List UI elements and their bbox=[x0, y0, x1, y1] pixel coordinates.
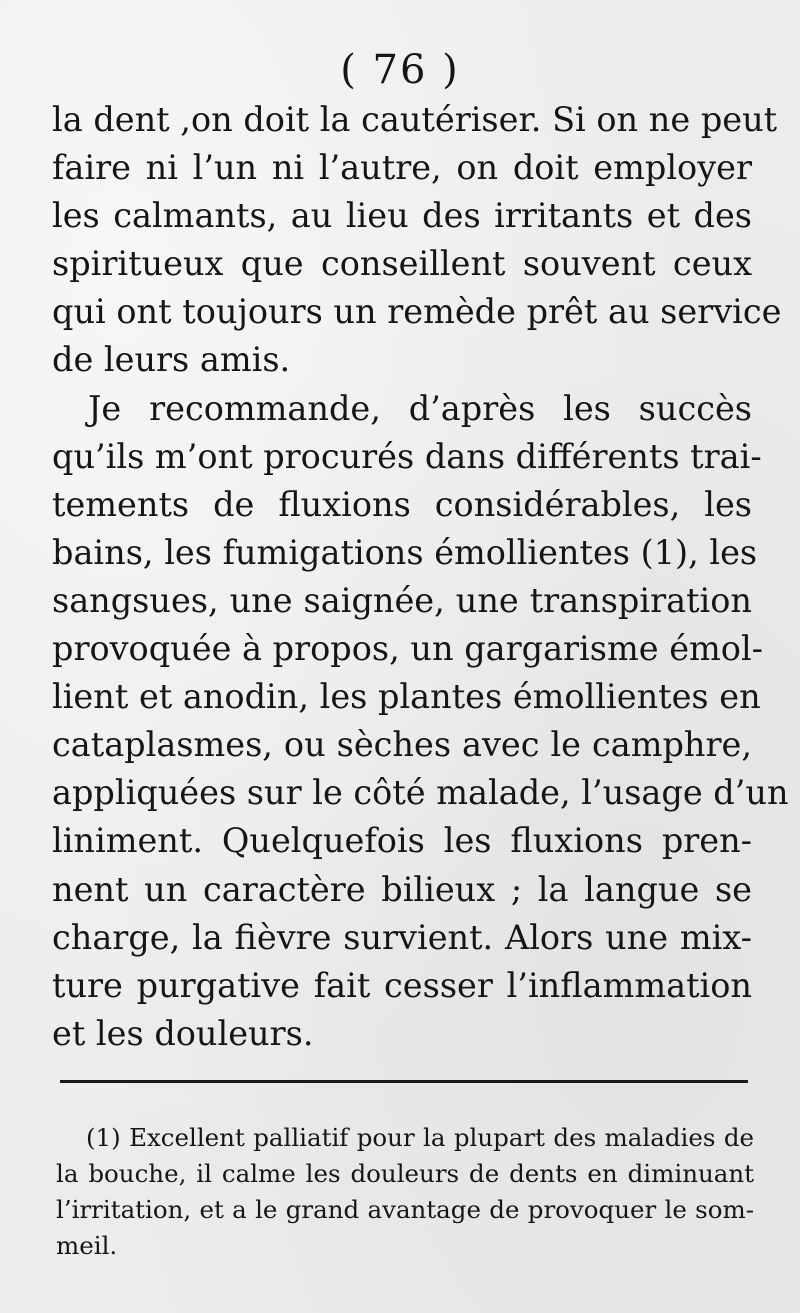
text-line: la dent ,on doit la cautériser. Si on ne peut bbox=[52, 100, 778, 139]
footnote bbox=[56, 1120, 754, 1264]
text-line: Je recommande, d’après les succès bbox=[88, 388, 752, 428]
text-line: nent un caractère bilieux ; la langue se bbox=[52, 869, 752, 909]
text-line: tements de fluxions considérables, les bbox=[52, 484, 752, 524]
text-line: liniment. Quelquefois les fluxions pren- bbox=[52, 821, 752, 861]
text-line: sangsues, une saignée, une transpiration bbox=[52, 580, 752, 620]
text-line: charge, la fièvre survient. Alors une mix- bbox=[52, 917, 752, 957]
text-line: appliquées sur le côté malade, l’usage d’un bbox=[52, 773, 789, 813]
text-line: bains, les fumigations émollientes (1), les bbox=[52, 532, 758, 572]
page-number: ( 76 ) bbox=[340, 47, 460, 93]
footnote-line: (1) Excellent palliatif pour la plupart des maladies de bbox=[86, 1123, 754, 1152]
text-line: spiritueux que conseillent souvent ceux bbox=[52, 244, 752, 284]
text-line: de leurs amis. bbox=[52, 340, 291, 380]
footnote-divider bbox=[60, 1080, 748, 1083]
text-line: provoquée à propos, un gargarisme émol- bbox=[52, 629, 763, 669]
text-line: cataplasmes, ou sèches avec le camphre, bbox=[52, 725, 752, 765]
text-line: faire ni l’un ni l’autre, on doit employer bbox=[52, 148, 752, 188]
footnote-line: l’irritation, et a le grand avantage de provoquer le som- bbox=[56, 1195, 754, 1224]
text-line: les calmants, au lieu des irritants et des bbox=[52, 196, 752, 236]
text-line: et les douleurs. bbox=[52, 1013, 314, 1053]
text-line: ture purgative fait cesser l’inflammation bbox=[52, 965, 752, 1005]
text-line: lient et anodin, les plantes émollientes en bbox=[52, 677, 761, 717]
text-line: qui ont toujours un remède prêt au service bbox=[52, 292, 782, 332]
footnote-line: la bouche, il calme les douleurs de dents en diminuant bbox=[56, 1159, 754, 1188]
text-line: qu’ils m’ont procurés dans différents trai- bbox=[52, 436, 762, 476]
body-text bbox=[52, 96, 789, 1058]
footnote-line: meil. bbox=[56, 1231, 118, 1260]
